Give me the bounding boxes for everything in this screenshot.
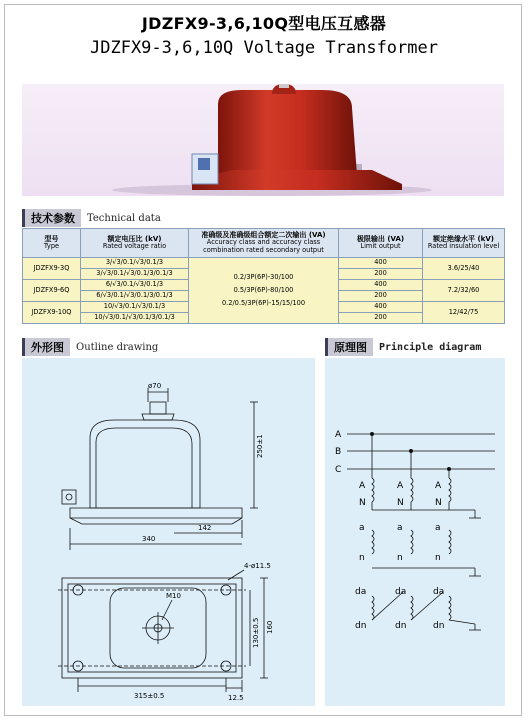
row-insulation: 7.2/32/60 (423, 280, 505, 302)
primary-n-label: N (435, 498, 442, 508)
secondary-a-label: a (359, 523, 365, 533)
residual-da-label: da (355, 587, 367, 597)
outline-header (22, 338, 158, 356)
row-ratio: 3/√3/0.1/√3/0.1/3/0.1/3 (81, 269, 189, 280)
primary-a-label: A (397, 481, 404, 491)
outline-drawing (22, 358, 315, 706)
row-ratio: 10/√3/0.1/√3/0.1/3/0.1/3 (81, 313, 189, 324)
primary-a-label: A (359, 481, 366, 491)
spec-table-header (23, 229, 505, 258)
primary-a-label: A (435, 481, 442, 491)
product-photo (22, 84, 504, 196)
row-insulation: 3.6/25/40 (423, 258, 505, 280)
residual-da-label: da (433, 587, 445, 597)
principle-label-en: Principle diagram (379, 341, 482, 353)
primary-n-label: N (359, 498, 366, 508)
dim-w315: 315±0.5 (134, 692, 165, 700)
row-limit: 200 (339, 269, 423, 280)
header-type: 型号 Type (23, 229, 81, 258)
bus-b-label: B (335, 447, 342, 457)
principle-diagram (325, 358, 505, 706)
residual-dn-label: dn (433, 621, 445, 631)
principle-label-zh: 原理图 (325, 338, 373, 356)
accuracy-merged-cell: 0.2/3P(6P)-30/100 0.5/3P(6P)-80/100 0.2/0.5/3P(6P)-15/15/100 (189, 258, 339, 324)
spec-table (22, 228, 505, 324)
header-accuracy: 准确级及准确级组合额定二次输出 (VA) Accuracy class and accuracy class combination rated secondary output (189, 229, 339, 258)
bus-c-label: C (335, 465, 342, 475)
primary-n-label: N (397, 498, 404, 508)
dim-w142: 142 (198, 524, 212, 532)
technical-label-zh: 技术参数 (22, 209, 81, 227)
row-ratio: 3/√3/0.1/√3/0.1/3 (81, 258, 189, 269)
secondary-n-label: n (359, 553, 365, 563)
residual-da-label: da (395, 587, 407, 597)
technical-data-header (22, 209, 161, 227)
dim-h250: 250±1 (256, 434, 264, 458)
row-type: JDZFX9-6Q (23, 280, 81, 302)
row-limit: 200 (339, 291, 423, 302)
row-type: JDZFX9-10Q (23, 302, 81, 324)
residual-dn-label: dn (395, 621, 407, 631)
secondary-n-label: n (435, 553, 441, 563)
row-ratio: 10/√3/0.1/√3/0.1/3 (81, 302, 189, 313)
title-chinese: JDZFX9-3,6,10Q型电压互感器 (141, 14, 387, 33)
secondary-n-label: n (397, 553, 403, 563)
secondary-a-label: a (397, 523, 403, 533)
header-ratio: 额定电压比 (kV) Rated voltage ratio (81, 229, 189, 258)
dim-holes: 4-ø11.5 (244, 562, 271, 570)
outline-label-en: Outline drawing (76, 341, 159, 353)
row-ratio: 6/√3/0.1/√3/0.1/3/0.1/3 (81, 291, 189, 302)
row-limit: 200 (339, 313, 423, 324)
row-limit: 400 (339, 258, 423, 269)
header-limit: 极限输出 (VA) Limit output (339, 229, 423, 258)
dim-d70: ø70 (148, 382, 162, 390)
row-limit: 400 (339, 302, 423, 313)
dim-d130: 130±0.5 (252, 617, 260, 648)
dim-w340: 340 (142, 535, 156, 543)
row-insulation: 12/42/75 (423, 302, 505, 324)
secondary-a-label: a (435, 523, 441, 533)
outline-label-zh: 外形图 (22, 338, 70, 356)
row-ratio: 6/√3/0.1/√3/0.1/3 (81, 280, 189, 291)
dim-w125: 12.5 (228, 694, 244, 702)
table-row (23, 258, 505, 269)
row-type: JDZFX9-3Q (23, 258, 81, 280)
dim-d160: 160 (266, 620, 274, 634)
technical-label-en: Technical data (87, 212, 161, 224)
bus-a-label: A (335, 430, 342, 440)
dim-m10: M10 (166, 592, 181, 600)
title-english: JDZFX9-3,6,10Q Voltage Transformer (90, 38, 438, 58)
row-limit: 400 (339, 280, 423, 291)
header-insulation: 额定绝缘水平 (kV) Rated insulation level (423, 229, 505, 258)
residual-dn-label: dn (355, 621, 367, 631)
principle-header (325, 338, 481, 356)
